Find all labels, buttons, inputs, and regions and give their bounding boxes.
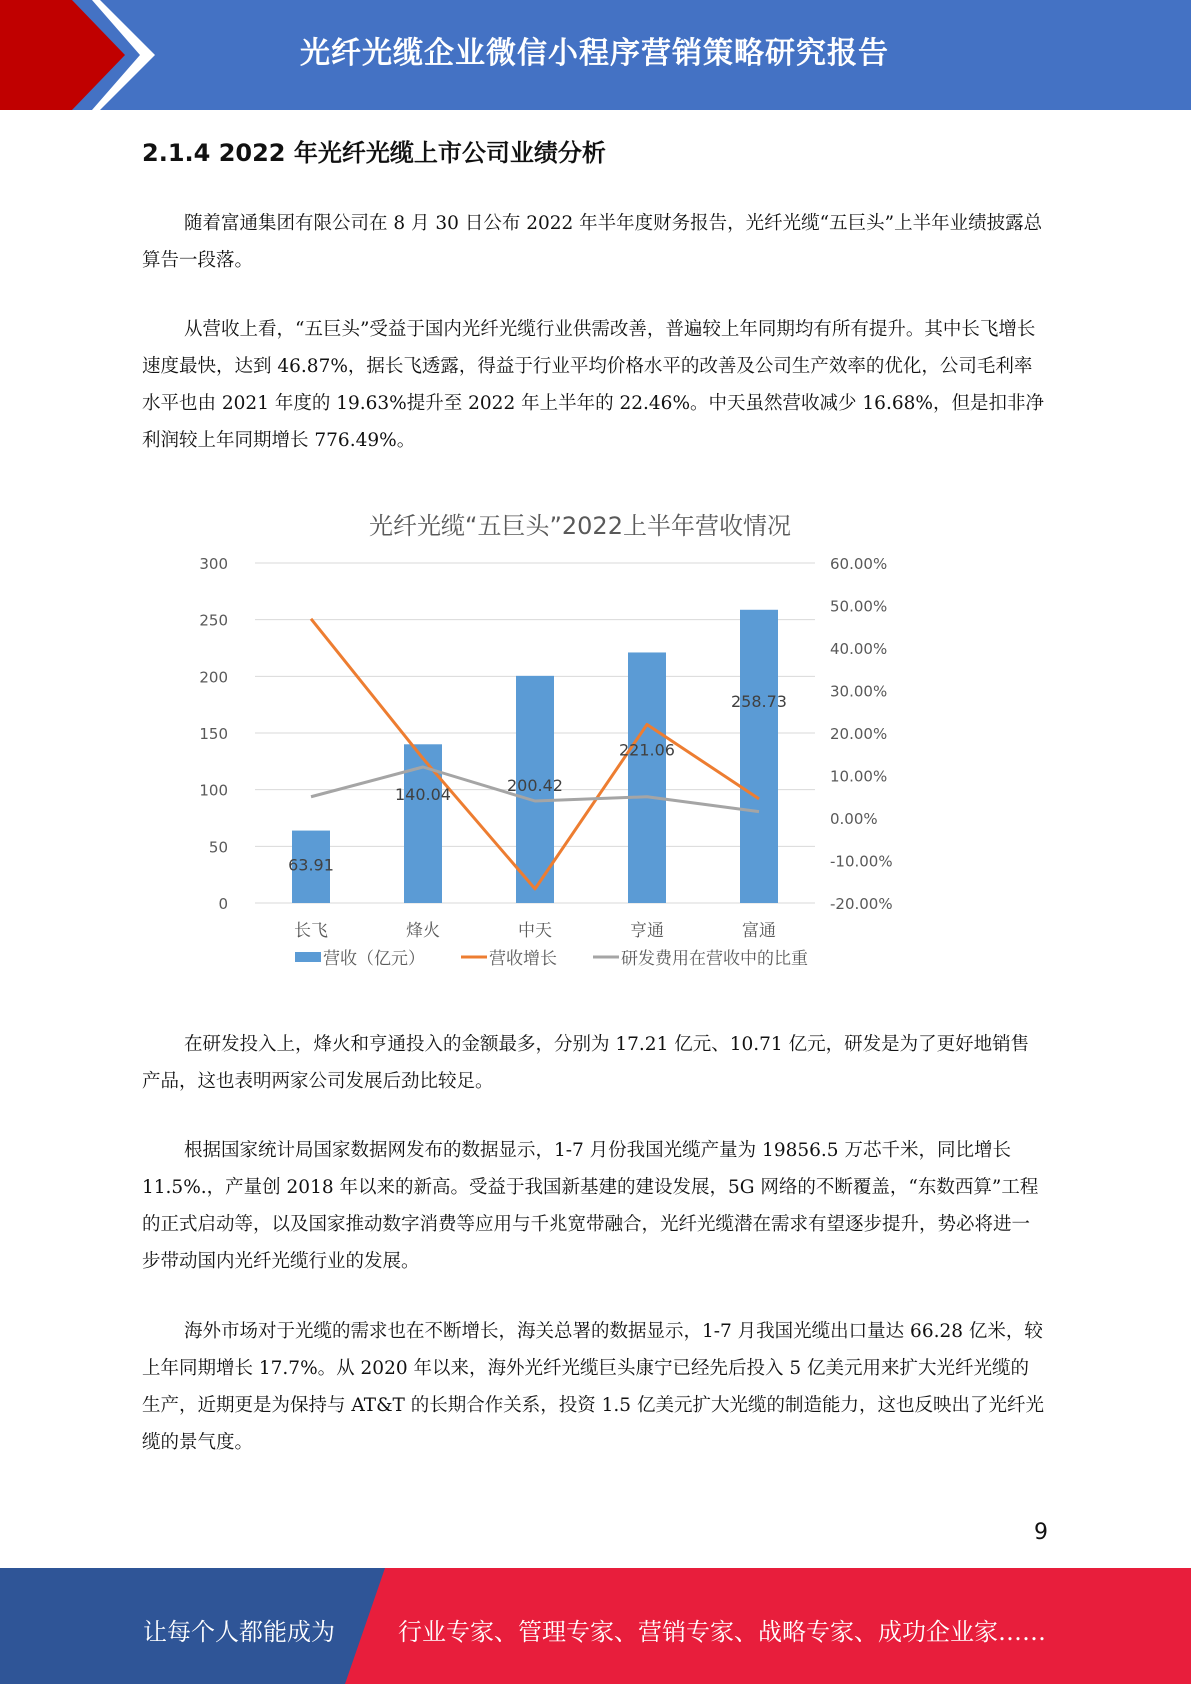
legend-label: 研发费用在营收中的比重: [621, 949, 808, 969]
header-title: 光纤光缆企业微信小程序营销策略研究报告: [300, 36, 889, 71]
paragraph-1-text: 随着富通集团有限公司在 8 月 30 日公布 2022 年半年度财务报告，光纤光缆“五巨头”上半年业绩披露总算告一段落。: [142, 213, 1043, 271]
revenue-bar: [628, 652, 666, 903]
y-right-tick-label: 20.00%: [830, 725, 888, 743]
x-tick-label: 富通: [742, 921, 776, 941]
x-tick-label: 中天: [518, 921, 552, 941]
revenue-chart: [195, 497, 985, 982]
y-right-tick-label: 30.00%: [830, 682, 888, 701]
y-right-tick-label: 40.00%: [830, 640, 888, 658]
y-right-tick-label: 10.00%: [830, 767, 888, 786]
x-tick-label: 长飞: [294, 921, 328, 941]
header-red-arrow: [0, 0, 150, 110]
footer-slogan-left: 让每个人都能成为: [143, 1618, 335, 1646]
y-left-tick-label: 100: [199, 781, 228, 800]
bar-data-label: 63.91: [288, 855, 334, 875]
bar-data-label: 140.04: [395, 784, 451, 804]
chart-title: 光纤光缆“五巨头”2022上半年营收情况: [369, 512, 791, 540]
y-left-tick-label: 200: [199, 668, 228, 687]
revenue-bar: [740, 610, 778, 903]
y-left-tick-label: 50: [208, 838, 228, 857]
bar-data-label: 258.73: [731, 691, 787, 711]
paragraph-2: [142, 311, 1047, 459]
y-right-tick-label: 60.00%: [830, 555, 888, 573]
paragraph-4: [142, 1132, 1047, 1280]
footer-slogan-right: 行业专家、管理专家、营销专家、战略专家、成功企业家……: [398, 1618, 1046, 1646]
section-heading: 2.1.4 2022 年光纤光缆上市公司业绩分析: [142, 139, 606, 167]
paragraph-5: [142, 1313, 1047, 1461]
y-axis-right-ticks: [830, 555, 893, 913]
paragraph-1: [142, 205, 1047, 279]
y-left-tick-label: 300: [199, 555, 228, 573]
y-left-tick-label: 150: [199, 725, 228, 743]
bar-data-label: 200.42: [507, 775, 563, 795]
chart-legend: [295, 949, 808, 969]
paragraph-5-text: 海外市场对于光缆的需求也在不断增长，海关总署的数据显示，1-7 月我国光缆出口量达 66.28 亿米，较上年同期增长 17.7%。从 2020 年以来，海外光纤光缆巨头康宁已经先后投入 5 亿美元用来扩大光纤光缆的生产，近期更是为保持与 AT&T 的长期合作关系，投资 1.5 亿美元扩大光缆的制造能力，这也反映出了光纤光缆的景气度。: [142, 1321, 1044, 1453]
y-right-tick-label: -20.00%: [830, 895, 893, 913]
x-axis-ticks: [294, 920, 776, 941]
legend-swatch-bar: [295, 952, 321, 962]
paragraph-3: [142, 1026, 1047, 1100]
y-left-tick-label: 250: [199, 611, 228, 630]
paragraph-4-text: 根据国家统计局国家数据网发布的数据显示，1-7 月份我国光缆产量为 19856.5 万芯千米，同比增长 11.5%.，产量创 2018 年以来的新高。受益于我国新基建的建设发展，5G 网络的不断覆盖，“东数西算”工程的正式启动等，以及国家推动数字消费等应用与千兆宽带融合，光纤光缆潜在需求有望逐步提升，势必将进一步带动国内光纤光缆行业的发展。: [142, 1140, 1039, 1272]
revenue-chart-svg: [195, 497, 985, 982]
page-footer: [0, 1568, 1191, 1684]
paragraph-2-text: 从营收上看，“五巨头”受益于国内光纤光缆行业供需改善，普遍较上年同期均有所有提升。其中长飞增长速度最快，达到 46.87%，据长飞透露，得益于行业平均价格水平的改善及公司生产效率的优化，公司毛利率水平也由 2021 年度的 19.63%提升至 2022 年上半年的 22.46%。中天虽然营收减少 16.68%，但是扣非净利润较上年同期增长 776.49%。: [142, 319, 1044, 451]
x-tick-label: 烽火: [406, 921, 440, 941]
y-right-tick-label: -10.00%: [830, 852, 893, 871]
bar-data-label: 221.06: [619, 740, 675, 760]
y-left-tick-label: 0: [218, 895, 228, 913]
legend-label: 营收增长: [489, 949, 557, 969]
page-number: 9: [1034, 1520, 1048, 1545]
page-header: [0, 0, 1191, 110]
revenue-bars: [292, 610, 778, 903]
x-tick-label: 亨通: [630, 921, 664, 941]
y-right-tick-label: 50.00%: [830, 597, 888, 616]
y-axis-left-ticks: [199, 555, 228, 913]
y-right-tick-label: 0.00%: [830, 810, 878, 828]
paragraph-3-text: 在研发投入上，烽火和亨通投入的金额最多，分别为 17.21 亿元、10.71 亿元，研发是为了更好地销售产品，这也表明两家公司发展后劲比较足。: [142, 1034, 1030, 1092]
legend-label: 营收（亿元）: [323, 949, 425, 969]
